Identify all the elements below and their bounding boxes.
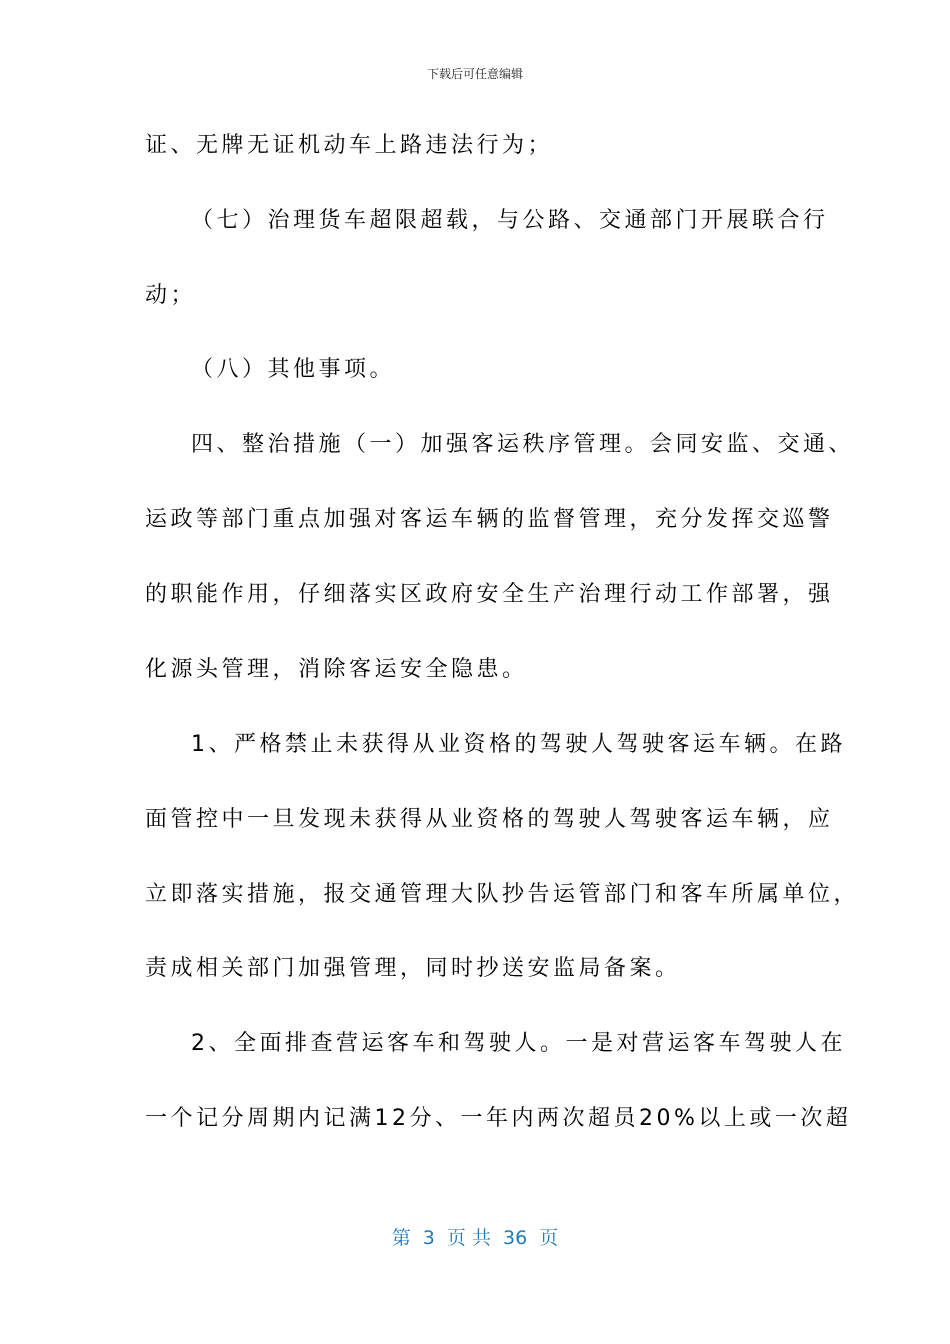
body-line-13: 2、全面排查营运客车和驾驶人。一是对营运客车驾驶人在 [191,1031,846,1056]
body-line-11: 立即落实措施，报交通管理大队抄告运管部门和客车所属单位， [145,882,860,907]
page-number-footer: 第 3 页 共 36 页 [391,1227,559,1249]
body-line-8: 化源头管理，消除客运安全隐患。 [145,657,528,682]
body-line-1: 证、无牌无证机动车上路违法行为； [145,133,554,158]
body-line-5: 四、整治措施（一）加强客运秩序管理。会同安监、交通、 [191,432,855,457]
body-line-6: 运政等部门重点加强对客运车辆的监督管理，充分发挥交巡警 [145,507,834,532]
body-line-10: 面管控中一旦发现未获得从业资格的驾驶人驾驶客运车辆，应 [145,807,834,832]
page-header: 下载后可任意编辑 [426,67,523,81]
body-line-3: 动； [145,283,197,308]
body-line-2: （七）治理货车超限超载，与公路、交通部门开展联合行 [191,208,829,233]
body-line-4: （八）其他事项。 [191,357,396,382]
body-line-12: 责成相关部门加强管理，同时抄送安监局备案。 [145,956,681,981]
body-line-9: 1、严格禁止未获得从业资格的驾驶人驾驶客运车辆。在路 [191,732,846,757]
body-line-7: 的职能作用，仔细落实区政府安全生产治理行动工作部署，强 [145,582,834,607]
body-line-14: 一个记分周期内记满12分、一年内两次超员20%以上或一次超 [145,1106,852,1131]
